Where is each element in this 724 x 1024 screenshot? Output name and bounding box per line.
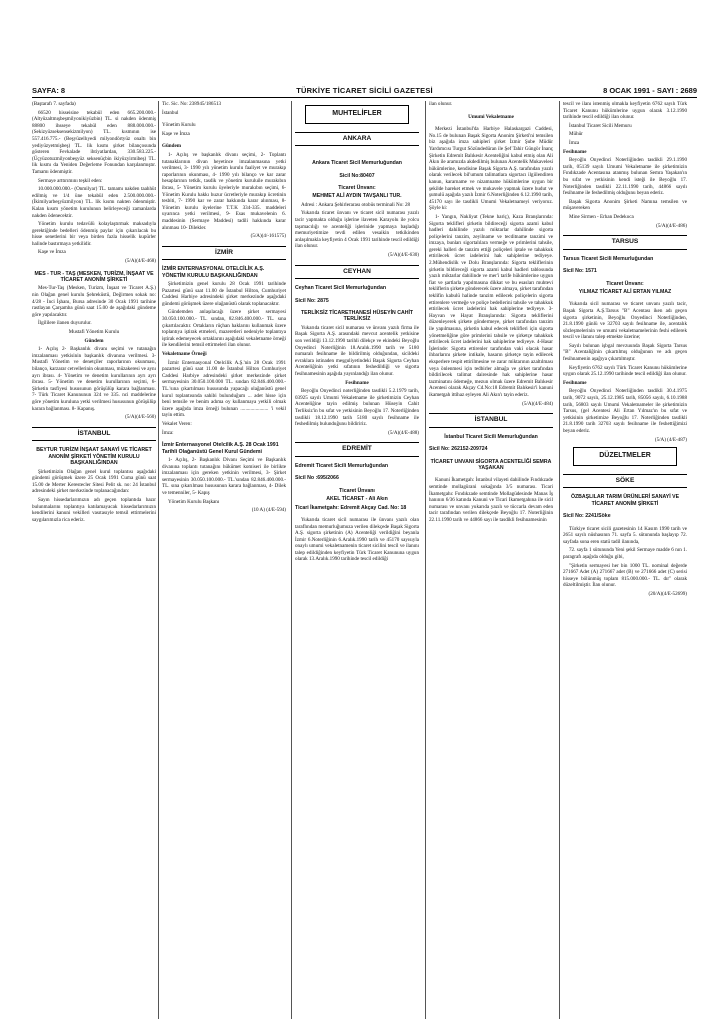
column-divider [559,101,560,1019]
registry-number: Sicil No: 2875 [295,297,329,304]
signature-line: İmza [569,139,580,146]
termination-heading: Fesihname [563,379,587,386]
termination-heading: Fesihname [345,379,369,386]
signature-line: Mustafi Yönetim Kurulu [68,329,120,336]
gazette-title: TÜRKİYE TİCARET SİCİLİ GAZETESİ [296,86,433,95]
agenda-items: 1- Açılış ve başkanlık divanı seçimi, 2- Toplantı tutanaklarının divan heyetince imzalanmasına yetki verilmesi, 3- 1990 yılı yönetim kurulu faaliyet ve murakıp raporlarının okunması, 4- 1990 yılı bilanço ve kar zarar hesaplarının tetkik, tasdik ve yönetim kuruluile murakıbın ibrası, 5- Yönetim kurulu üyeleriyle murakıbın seçimi, 6- Yönetim Kurulu hakkı huzur ücretleriyle murakıp ücretinin tesbiti, 7- 1990 kar ve zarar hakkında karar alınması, 8- Yönetim kurulu üyelerine T.T.K 334-335. maddeleri uyarınca yetki verilmesi, 9- Esas mukavelenin 6. maddesinin (Sermaye Maddesi) tadili hakkında karar alınması 10- Dilekler. [162,151,286,231]
agenda-heading: Gündem [162,143,181,150]
reference-code: (5/A)(4/E-560) [125,414,156,421]
section-header: İSTANBUL [429,413,553,428]
column-4 [429,101,553,526]
registry-office: Ceyhan Ticaret Sicil Memurluğundan [295,285,386,292]
registry-officer: İstanbul Ticaret Sicili Memuru [569,122,632,129]
column-3 [295,101,419,565]
paragraph: Yukarıda ticaret sicil numarası ile ünvanı yazılı olan taraflından memurluğumuza verilen dilekçede Başak Sigorta A.Ş. sigorta şirketinin (A) Acenteliği verildiğini beyanla İzmir 6.Noterliğinin 6.Aralık.1990 tarih ve 45170 sayısıyla onaylı umumi vekaletnamenin ticaret sicilini tescil ve ilanını talep edildiğinden keyfiyetin Türk Ticaret Kanununa uygun olarak 13.Aralık.1990 tarihinde tescil edildiği [295,516,419,563]
signature-line: Kaşe ve İmza [38,249,66,256]
column-divider [158,101,159,1019]
section-header: SÖKE [563,474,687,489]
column-5 [563,101,687,600]
paragraph: Sayılı bulunan işbgal mevzuunda Başak Sigorta Tarsus "B" Acentaliğinin çıkartılmış olduğunun ve adı geçen fesihnamenin aşağıya çıkartılmıştır. [563,342,687,363]
paragraph: Sayın hissedarlarımızın adı geçen toplantıda hazır bulunmalarını toplantıya katılamayacak hissedarlarımızın kendilerini kanuni vekilleri vasıtasıyle temsil ettirmelerini saygılarımızla rica ederiz. [32,496,156,523]
agenda-heading: Gündem [84,337,104,344]
paragraph: Yukarıda ticaret ünvanı ve ticaret sicil numarası yazılı tacir yapmakta olduğu işlerine ilaveten Karayolu ile yolcu taşımacılığı ve acenteliği işlerinide yapmaya başladığı memuriyetimize tevdi edilen vesaikin tetkikinden anlaşılmakla keyfiyetin 4 Ocak 1991 tarihinde tescil edildiği ilan olunur. [295,210,419,250]
category-box: DÜZELTMELER [573,447,677,466]
paragraph: "Şirketin sermayesi her bin 1000 TL. nominal değerde 271667 Adet (A) 271667 adet (B) ve 271666 adet (C) serisi hisseye bölünmüş toplam 815.000.000.- TL. dır" olarak düzeltilmiştir. İlan olunur. [563,562,687,589]
paragraph: Merkezi İstanbul'da Harbiye Halaskargazi Caddesi, No.15 de bulunan Başak Sigorta Anonim Şirketi'ni temsilen biz aşağıda imza sahipleri şirket İzmir Şube Müdür Yardımcısı Turgut Sözündedüran ile Şef Tahir Güngör İnanç Şirketin Edremit Balıkesir Acenteliğini kabul etmiş olan Ali Akın ile aramızda akdedilmiş bulunan Acentelik Mukavelesi hükümlerine, kendisine Başak Sigorta A.Ş. tarafından yazılı olarak verilecek bil'umum talimatlara sigortacı ilgiilendiren kanun, kararname ve nizamname hükümlerine uygun bir şekilde hareket etmek ve mukavele yapmak üzere hudut ve şumulü aşağıda yazılı İzmir 6.Noterliğinden 6.12.1990 tarih, 45170 sayı ile tasdikli Umumi Vekaletnameyi veriyoruz. Şöyle ki: [429,126,553,212]
reference-code: (20/A)(4/E-52699) [648,590,687,597]
column-2 [162,101,286,516]
trade-name: AKEL TİCARET - Ali Akın [326,496,388,503]
reference-code: (5/A)(4/E-484) [522,400,553,407]
paragraph: Yönetim kurulu tedavülü kolaylaştırmak maksadıyla gerektiğinde bedelleri ödenmiş paylar için çıkarılacak bu hisse senetlerini bir veya birden fazla hisselik kupürler halinde bastırmaya yetkilidir. [32,221,156,247]
paragraph: İlgililere ilanen duyurulur. [38,320,92,327]
business-address: Ticari İkametgahı: Edremit Akçay Cad. No: 18 [295,504,407,511]
issue-date: 8 OCAK 1991 - SAYI : 2689 [603,86,697,95]
city: İstanbul [162,109,179,116]
paragraph: Yukarıda ticaret sicil numarası ve ünvanı yazılı firma ile Başak Sigorta A.Ş. arasındaki mevcut acentelik yetkisine son verildiği 13.12.1990 tarihli dilekçe ve ekindeki Beyoğlu Onyedinci Noterliğinin 18.Aralık.1990 tarih ve 5180 numaralı fesihname ile bildirilmiş olduğundan, sicildeki evraklara istinaden meşguliyetindeki Başak Sigorta Ceyhan Acenteliğinin yetki sıfatının feshedildiği ve sigorta fesihnamesinin aşağıda yayınlandığı ilan olunur. [295,324,419,377]
paragraph: tescil ve ilanı istenmiş olmakla keyfiyetin 6762 sayılı Türk Ticaret Kanunu hükümlerine uygun olarak 3.12.1990 tarihinde tescil edildiği ilan olunur. [563,101,687,121]
paragraph: Şirketimizin Olağan genel kurul toplantısı aşağıdaki gündemi görüşmek üzere 25 Ocak 1991 Cuma günü saat 15.00 de Merter Kerestecler Sitesi Pelit sk. no: 24 İstanbul adresindeki şirket merkezinde toplanacağından: [32,468,156,495]
registry-number: Sicil No: 262152-209724 [429,446,488,453]
reference-code: (5/A)(4/E-630) [388,251,419,258]
section-header: CEYHAN [295,265,419,280]
announcement-title: BEYTUR TURİZM İNŞAAT SANAYİ VE TİCARET ANONİM ŞİRKETİ YÖNETİM KURULU BAŞKANLIĞINDAN [36,447,152,467]
board: Yönetim Kurulu [162,122,196,129]
signature-line: Yönetim Kurulu Başkanı [168,498,220,505]
reference-code: (5/A)(4/E-486) [656,222,687,229]
registry-number: Sicil No :695/2066 [295,475,339,482]
header-rule [32,97,697,98]
paragraph: Gündemden anlaşılacağı üzere şirket sermayesi 30.050.100.000.- TL. sından, 82.846.400.000.- TL. sına çıkartılacaktır. Ortakların rüçhan haklarını kullanmak üzere toplantıya iştirak etmeleri, mazeretleri nedeniyle toplantıya iştirak edemeyecek ortaklarını aşağıdaki vekaletname örneği ile kendilerini temsil ettirmeleri ilan olunur. [162,309,286,349]
column-divider [425,101,426,1019]
category-box: MUHTELİFLER [305,105,409,124]
trade-name-label: Ticaret Ünvanı: [338,185,376,191]
signature-line: İmza: [162,429,174,436]
paragraph: Beyoğlu Onyedinci Noterliğinden tasdikli 29.1.1990 tarih, 05139 sayılı Umumi Vekaletname ile şirketimizin Fındıkzade Acentasına atanmış bulunan Semra Yaşakan'ın bu sıfat ve yetkisinin kendi isteği ile Beyoğlu 17. Noterliğinden tasdikli 22.11.1990 tarih, 44866 sayılı fesihname ile feshedilmiş olduğunu beyan ederiz. [563,157,687,197]
paragraph: Adresi : Ankara Şehirlerarası otobüs terminali No: 28 [301,201,411,208]
agenda-items: 1- Açılış, 2- Başkanlık Divanı Seçimi ve Başkanlık divanına toplantı tutanağını hükümet komiseri ile birlikte imzalanması için gereken yetkinin verilmesi, 3- Şirket sermayesinin 30.050.100.000.- TL.'sından 82.846.400.000.- TL. sına çıkarılması hususunun karara bağlanması, 4- Dilek ve temenniler, 5- Kapış [162,456,286,496]
column-1 [32,101,156,525]
termination-heading: Fesihname [563,148,587,155]
paragraph: Şirketimizin genel kurulu 28 Ocak 1991 tarihinde Pazartesi günü saat 11.00 de İstanbul Hilton, Cumhuriyet Caddesi Harbiye adresindeki şirket merkezinde aşağıdaki gündemi görüşmek üzere olağanüstü olarak toplanacaktır. [162,281,286,307]
registry-office: Tarsus Ticaret Sicili Memurluğundan [563,255,654,262]
reference-code: (5/A)(4/E-488) [388,429,419,436]
company-title: ÖZBAŞLILAR TARIM ÜRÜNLERİ SANAYİ VE TİCARET ANONİM ŞİRKETİ [570,494,680,507]
proxy-giver: Vekalet Veren: [162,420,192,427]
trade-name-label: Ticaret Ünvanı [339,487,375,494]
continuation-note: (Baştarafı 7. sayfada) [32,101,76,107]
paragraph: Beyoğlu Onyedinci noterliğinden tasdikli 5.2.1979 tarih, 03925 sayılı Umumi Vekaletname ile şirketimizin Ceyhan Acenteliğine tayin edilmiş bulunan Hüseyin Cahit Terliksiz'in bu sıfat ve yetkisinin Beyoğlu 17. Noterliğinden tasdikli 18.12.1990 tarih 5180 sayılı fesihname ile feshedilmiş bulunduğunu bildiririz. [295,388,419,428]
paragraph: 1- Yangın, Nakliyat (Tekne hariç), Kaza Branşlarında: Sigorta teklifleri şirketin bildireceği sigorta azami kabul hadleri dahilinde yazılı miktarlar dahilinde sigorta poliçelerini tanzim, zeyilname ve tecditname tanzimi ve imzaya, bunları sigortalılara vermeğe ve primlerini tahsile, gereki halleri de tanzim ettiği poliçeleri iptale ve tahakkuk ettirilecek ücret iadelerini hak sahiplerine tediyeye. 2.Mühendislik ve Dolu Branşlarında: Sigorta tekliflerinin şirketin bildireceği sigorta azami kabul hadleri tablosunda yazılı miktarlar dahilinde ve mer'i tarife hükümlerine uygun fiat ve şartlarla yapılmasına dikkat ve bu esasları muhtevi tekliflerin şirkete gönderecek üzere almaya, şirket tarafından teklifin kabulü halinde tanzim edilecek poliçelerin sigorta ettirenlere vermeğe ve poliçe bedellerini tahsile ve tahakkuk ettirilecek ücret iadelerini hak sahiplerine tediyeye. 3-Hayvan ve Hayat Branşlarında: Sigorta tekliflerini düzenleyerek şirkete göndermeye, şirket tarafından tanzim ile yapılmasına, şirketin kabul edecek teklifleri için sigorta yönetmeliğine göre primlerini tahsile ve şirketçe tahakkuk ettirilecek ücret iadelerini hak sahiplerine tediyeye. 4-Hasar İşlerinde: Sigorta ettirenler tarafından vaki olacak hasar ihbarlarını şirkete intikale, hasarın şirketçe tayin edilecek eksperlere tespit ettirilmesine ve zarar miktarının azaltılması veya önlenmesi için tedbirler almağa ve şirket tarafından bildirilecek talimat dairesinde hak sahiplerine hasar tazminatını ödemeğe, mezun olmak üzere Edremit Balıkesir Acentesi olarak Akçay Cd.No:18 Edremit Balıkesir'i kanuni ikametgah ittihaz eyleyen Ali Akın'ı tayin ederiz. [429,213,553,398]
page-number: SAYFA: 8 [32,86,66,95]
announcement-title: MES - TUR - TAŞ (MESKEN, TURİZM, İNŞAAT VE TİCARET ANONİM ŞİRKETİ [34,270,154,284]
paragraph: Mes-Tur-Taş (Mesken, Turizm, İnşaat ve Ticaret A.Ş.) nin Olağan genel kurulu Şehreküstü, Değirmen sokak no: 4/28 - İnci İşhanı, Bursa adresinde 30 Ocak 1991 tarihine rastlayan Çarşamba günü saat 15.00 de aşağıdaki gündeme göre yapılacaktır. [32,285,156,318]
announcement-title: İzmir Enternasyonel Otelcilik A.Ş. 28 Ocak 1991 Tarihli Olağanüstü Genel Kurul Gündemi [162,442,279,455]
power-of-attorney-heading: Umumi Vekaletname [468,113,514,120]
trade-name: TİCARET UNVANI SİGORTA ACENTELİĞİ SEMRA YAŞAKAN [430,458,552,471]
section-header: İSTANBUL [32,427,156,442]
paragraph: 66520 hisseisine tekabül eden 665.200.000.- (Altyüzaltmışbeşmilyonikiyüzbin) TL. si nakden ödenmiş 88800 ihsseye tekabül eden 888.000.000.- (Sekizyüzseksensekizmilyon) TL. kısmının ise 557.416.775.- (Beşyüzellıyedi milyondörtyüz onaltı bin yediyüzyetmişbeş) TL. lik kısmı şirket bilançosunda gösteren Fevkalade ihtiyatlardan, 330.583.225.- (Üçyüzotuzmilyonbeşyüz seksenüçbin ikiyüzyirmibeş) TL. lik kısmı da Yeniden Değerleme Fonundan karşılanmıştır. Tamamı ödenmiştir. [32,109,156,175]
agenda-items: 1- Açılış 2- Başkanlık divanı seçimi ve tutanağın imzalanması yetkisinin başkanlık divanına verilmesi. 3- Mustafi Yönetim ve denetçiler raporlarının okunması, bilanço, karzarar cetvellerinin okunması, müzakeresi ve aynı ayrı ibrası. 4- Yönetim ve denetim kurullarının ayrı ayrı ibrası. 5- Yönetim ve denetim kurullarının seçimi, 6- Şirketin tasfiyesi hususunun görüşülüp karara bağlanması. 7- Türk Ticaret Kanununun 324 ve 335. nci maddelerine göre yönetim kuruluna yetki verilmesi hususunun görüşülüp karara bağlanması. 8- Kapanış. [32,346,156,412]
trade-name-label: Ticaret Ünvanı: [606,280,644,287]
paragraph: Başak Sigorta Anonim Şirketi Namına temsilen ve müşavereken [563,198,687,212]
reference-code: (5/A)(4/E-468) [125,258,156,265]
signature-line: Kaşe ve İmza [162,130,190,137]
paragraph: İzmir Enternasyonal Otelcilik A.Ş.'nin 28 Ocak 1991 pazartesi günü saat 11.00 de İstanbul Hilton Cumhuriyet Caddesi Harbiye adresindeki şirket merkezinde şirket sermayesinin 30.050.100.000 TL. sından 82.846.400.000.- TL.'sına çıkartılması hususunda yapacağı olağanüstü genel kurul toplantısında sahibi bulunduğum ... adet hisse için beni temsile ve benim adıma oy kullanmaya yetkili olmak üzere aşağıda imza örneği bulunan ...................... 'i vekil tayin ettim. [162,359,286,419]
reference-code: (5/A)(4/-161575) [250,233,286,240]
trade-name: YILMAZ TİCARET ALİ ERTAN YILMAZ [578,288,672,295]
column-divider [291,101,292,1019]
reference-code: (5/A) (4/E-487) [654,436,687,443]
page-header [32,86,697,97]
section-header: İZMİR [162,246,286,261]
registry-number: Sicil No: 2241/Söke [563,513,611,520]
section-header: ANKARA [295,132,419,147]
signatories: Mine Sirmen - Erhan Dedekoca [569,213,634,220]
paragraph: Keyfiyetin 6762 sayılı Türk Ticaret Kanunu hükümlerine uygun olarak 25.12.1990 tarihinde tescil edildiği ilan olunur. [563,364,687,378]
registry-office: Ankara Ticaret Sicil Memurluğundan [312,160,402,167]
registry-office: Edremit Ticaret Sicili Memurluğundan [295,462,389,469]
registry-number: Sicil No: 1571 [563,268,597,275]
trade-name: MEHMET ALİ AYDIN TAVŞANLI TUR. [312,193,402,200]
reference-code: (10 A) (4/E-594) [251,507,286,514]
trade-name: TERLİKSİZ TİCARETHANESİ HÜSEYİN CAHİT TERLİKSİZ [300,309,414,323]
proxy-heading: Vekaletname Örneği [162,351,207,358]
registry-number: Sicil No:80407 [339,172,375,179]
paragraph: Sermaye arttırımını teşkil eden: [38,177,103,184]
paragraph: 10.000.000.000.- (Onmilyar) TL. tamamı nakden taahhüt edilmiş ve 1/4 üne tekabül eden 2.500.000.000.- (İkimilyarbeşyüzmilyon) TL. lik kısmı nakten ödenmiştir. Kalan kısım yönetim kurulunun belirleyeceği zamanlarda nakden ödenecektir. [32,186,156,219]
paragraph: Türkiye ticaret sicili gazetesinin 14 Kasım 1990 tarih ve 2651 sayılı nüshasının 71. sayfa 5. sütununda başlayıp 72. sayfada sona eren statü tadil ilanında, [563,525,687,545]
paragraph: Yukarıda sicil numarası ve ticaret unvanı yazılı tacir, Başak Sigorta A.Ş.Tarsus "B" Acentası iken adı geçen sigorta şirketinin, Beyoğlu Onyedinci Noterliğinden, 21.8.1990 günlü ve 32703 sayılı fesihname ile, acentalık sözleşmelerinin ve umumi vekaletnamelerinin feshi edilerek tescil ve ilanını talep etmekte üzerine; [563,301,687,341]
paragraph: Kanuni İkametgah: İstanbul vilayeti dahilinde Fındıkzade semtinde mollagürani sokağında 3/5 numarası. Ticari İkametgahı: Fındıkzade semtinde Mollagüdesinde Manas İş hanının 6/36 katında Kanuni ve Ticari Ikametgahına ile sicil numarası ve unvanı yukarıda yazılı ve tüccarla devam eden tacir tarafından verilen dilekçede Beyoğlu 17. Noterliğinin 22.11.1990 tarih ve 44866 sayı ile tasdikli fesihnamesinin [429,477,553,523]
paragraph: ilan olunur. [429,101,453,107]
announcement-title: İZMİR ENTERNASYONAL OTELCİLİK A.Ş. YÖNETİM KURULU BAŞKANLIĞINDAN [162,266,265,279]
section-header: TARSUS [563,235,687,250]
section-header: EDREMİT [295,442,419,457]
registry-office: İstanbul Ticaret Sicili Memurluğundan [444,433,538,440]
registry-number: Tic. Sic. No: 238945/186513 [162,101,222,107]
paragraph: Beyoğlu Onyedinci Noterliğinden tasdikli 30.4.1975 tarih, 9072 sayılı, 25.12.1985 tarih, 85056 sayılı, 6.10.1988 tarih, 56803 sayılı Umumi Vekaletnameler ile şirketimizin Tarsus, (gel Acentesi Ali Ertan Yılmaz'ın bu sıfat ve yetkisinin şirketimize Beyoğlu 17. Noterliğinden tasdikli 21.8.1990 tarih 32703 sayılı fesihname ile feshettiğimizi beyan ederiz. [563,388,687,434]
seal: Mühür [569,131,583,138]
paragraph: 72. sayfa 1 sütununda Yeni şekil Sermaye madde 6 nın 1. paragrafı aşağıda olduğu gibi, [563,547,687,560]
